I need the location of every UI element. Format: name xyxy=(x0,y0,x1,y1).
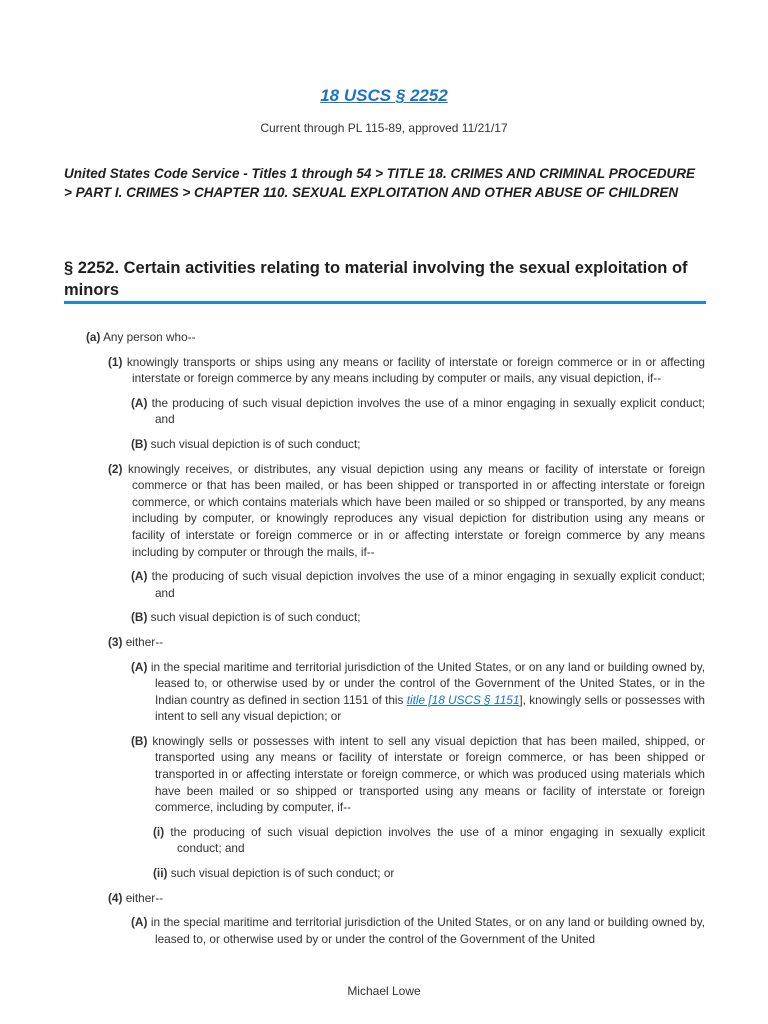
clause-a3A xyxy=(0,659,768,725)
text: in the special maritime and territorial jurisdiction of the United States, or on any land or building owned by, leased to, or otherwise used by or under the control of the Government of the United xyxy=(150,915,705,946)
label: (A) xyxy=(131,395,148,410)
clause-a1A xyxy=(0,395,768,428)
paragraph-a2 xyxy=(0,461,768,561)
label: (4) xyxy=(108,890,123,905)
clause-a3B xyxy=(0,733,768,816)
label: (ii) xyxy=(153,866,168,881)
label: (2) xyxy=(108,461,123,476)
text: such visual depiction is of such conduct; xyxy=(150,436,361,451)
paragraph-a3 xyxy=(0,634,768,651)
page-footer: Michael Lowe xyxy=(347,984,421,998)
text: Any person who-- xyxy=(103,330,196,344)
subclause-a3Bii xyxy=(0,865,768,882)
currency-note: Current through PL 115-89, approved 11/21/17 xyxy=(260,121,508,135)
label: (a) xyxy=(86,330,101,344)
label: (A) xyxy=(131,915,148,930)
label: (i) xyxy=(153,824,165,839)
citation-link[interactable]: 18 USCS § 2252 xyxy=(320,86,448,105)
title-divider xyxy=(64,301,706,304)
text: such visual depiction is of such conduct; or xyxy=(170,866,395,881)
statute-body xyxy=(0,329,768,955)
text: knowingly sells or possesses with intent to sell any visual depiction that has been mailed, shipped, or transported using any means or facility of interstate or foreign commerce, or has been shipped or transported in or affecting interstate or foreign commerce, or which was produced using materials which have been mailed or so shipped or transported using any means or facility of interstate or foreign commerce, including by computer, if-- xyxy=(152,733,705,815)
clause-a4A xyxy=(0,914,768,947)
text: the producing of such visual depiction involves the use of a minor engaging in sexually explicit conduct; and xyxy=(151,395,706,427)
clause-a1B xyxy=(0,436,768,453)
label: (A) xyxy=(131,569,148,584)
cross-reference-link[interactable]: title [18 USCS § 1151 xyxy=(406,692,520,707)
text: in the special maritime and territorial jurisdiction of the United States, or on any land or building owned by, leased to, or otherwise used by or under the control of the Government of the United States, or in the Indian country as defined in section 1151 of this xyxy=(150,659,705,707)
paragraph-a4 xyxy=(0,890,768,907)
label: (B) xyxy=(131,733,148,748)
clause-a2B xyxy=(0,609,768,626)
label: (3) xyxy=(108,634,123,649)
text: such visual depiction is of such conduct; xyxy=(150,610,361,625)
breadcrumb: United States Code Service - Titles 1 through 54 > TITLE 18. CRIMES AND CRIMINAL PROCEDURE > PART I. CRIMES > CHAPTER 110. SEXUAL EXPLOITATION AND OTHER ABUSE OF CHILDREN xyxy=(64,166,695,200)
section-title: § 2252. Certain activities relating to material involving the sexual exploitation of minors xyxy=(64,259,688,299)
text: the producing of such visual depiction involves the use of a minor engaging in sexually explicit conduct; and xyxy=(170,824,706,856)
text-after-link: ], knowingly sells or possesses with intent to sell any visual depiction; or xyxy=(155,692,705,724)
text: either-- xyxy=(125,634,164,649)
subsection-a xyxy=(0,329,768,346)
clause-a2A xyxy=(0,568,768,601)
text: the producing of such visual depiction involves the use of a minor engaging in sexually explicit conduct; and xyxy=(151,569,706,600)
paragraph-a1 xyxy=(0,354,768,387)
text: knowingly receives, or distributes, any visual depiction using any means or facility of interstate or foreign commerce or that has been mailed, or has been shipped or transported in or affecting interstate or foreign commerce, or which contains materials which have been mailed or so shipped or transported, by any means including by computer, or knowingly reproduces any visual depiction for distribution using any means or facility of interstate or foreign commerce or in or affecting interstate or foreign commerce by any means including by computer or through the mails, if-- xyxy=(127,461,706,559)
text: either-- xyxy=(125,890,164,905)
label: (B) xyxy=(131,436,148,451)
text: knowingly transports or ships using any means or facility of interstate or foreign commerce or in or affecting interstate or foreign commerce by any means including by computer or mails, any visual depiction, if-- xyxy=(126,354,705,386)
label: (B) xyxy=(131,610,148,625)
label: (A) xyxy=(131,659,148,674)
subclause-a3Bi xyxy=(0,824,768,857)
label: (1) xyxy=(108,354,123,369)
